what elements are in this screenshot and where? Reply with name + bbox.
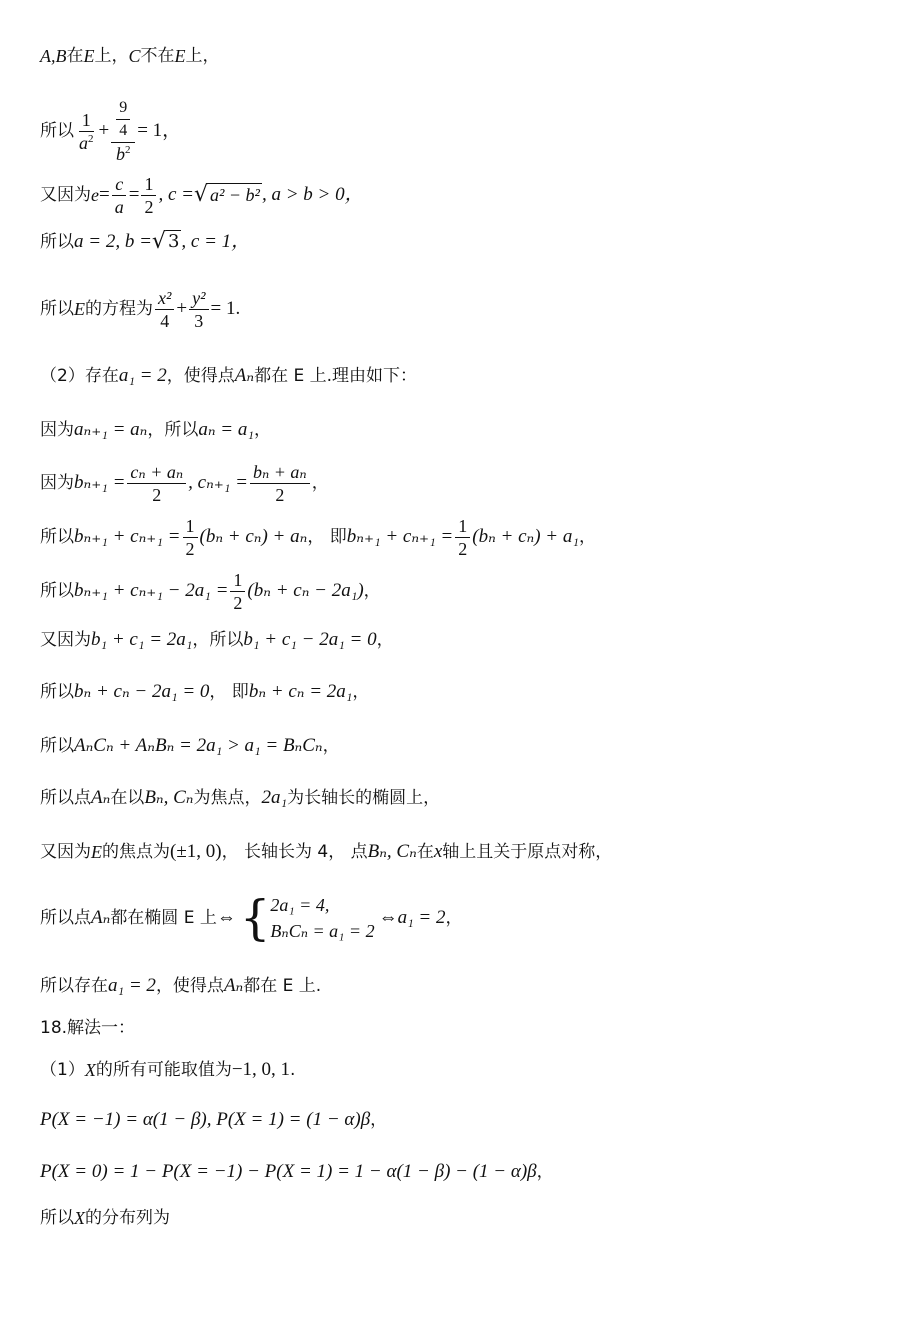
math-E: E (174, 46, 186, 66)
text: ，所以 (192, 630, 244, 650)
text: 的焦点为 (102, 842, 170, 862)
fraction (141, 173, 156, 218)
var: e (91, 185, 99, 205)
text: ，所以 (147, 420, 199, 440)
iff-symbol: ⇔ (216, 907, 236, 928)
text: 因为 (40, 420, 74, 440)
math: aₙ = a₁ (198, 419, 254, 440)
text: ， 即 (209, 682, 249, 702)
text: 所以 (40, 527, 74, 547)
line-6 (40, 364, 860, 388)
math: , c = 1， (181, 231, 251, 252)
var: a (79, 132, 88, 153)
text: 因为 (40, 473, 74, 493)
text: ， (376, 630, 394, 650)
math: b₁ + c₁ = 2a₁ (91, 629, 193, 650)
text: 的分布列为 (85, 1208, 170, 1228)
text: 所以 (40, 682, 74, 702)
text: 为焦点， (193, 788, 262, 808)
text: 又因为 (40, 630, 91, 650)
math: a₁ = 2 (397, 907, 446, 928)
denominator: 2 (458, 538, 468, 559)
line-12 (40, 680, 860, 704)
text: （1） (40, 1060, 85, 1080)
equation-system (240, 892, 375, 944)
numerator: cₙ + aₙ (127, 461, 186, 484)
fraction (112, 173, 127, 218)
text: 上， (94, 46, 129, 66)
math: , cₙ₊₁ = (188, 472, 248, 493)
operator: = (99, 184, 110, 205)
text: 所以存在 (40, 976, 108, 996)
text: 所以 (40, 581, 74, 601)
text: 所以点 (40, 788, 91, 808)
line-20 (40, 1108, 860, 1132)
line-15 (40, 840, 860, 864)
math: (bₙ + cₙ) + aₙ (199, 526, 308, 547)
text: 都在 E 上.理由如下： (254, 366, 418, 386)
line-14 (40, 786, 860, 810)
math: 2a₁ (261, 787, 288, 808)
denominator: 3 (194, 310, 204, 331)
section-heading: 18.解法一： (40, 1018, 136, 1038)
line-8 (40, 458, 860, 508)
math: (±1, 0) (170, 841, 222, 862)
denominator: a (114, 196, 124, 217)
math: bₙ₊₁ = (74, 472, 126, 493)
text: 所以 (40, 121, 74, 141)
text: 所以 (40, 299, 74, 319)
text: 都在 E 上. (243, 976, 322, 996)
math: (bₙ + cₙ − 2a₁) (247, 580, 364, 601)
line-9 (40, 512, 860, 562)
line-19 (40, 1058, 860, 1082)
numerator (111, 97, 135, 143)
denominator: 2 (233, 592, 243, 613)
math: Aₙ (91, 907, 111, 928)
brace-icon: { (239, 890, 271, 946)
math: Bₙ, Cₙ (367, 841, 417, 862)
denominator: 2 (144, 196, 154, 217)
math: x (433, 841, 443, 862)
numerator: 1 (79, 109, 94, 132)
line-17 (40, 974, 860, 998)
fraction (155, 287, 174, 332)
text: ，使得点 (155, 976, 224, 996)
line-3 (40, 170, 860, 220)
math: aₙ₊₁ = aₙ (74, 419, 148, 440)
var: X (84, 1060, 96, 1080)
text: ， (536, 1162, 554, 1182)
denominator: 2 (185, 538, 195, 559)
text: ， (254, 420, 271, 440)
nested-fraction (116, 97, 130, 142)
line-4 (40, 230, 860, 254)
text: ， 即 (307, 527, 347, 547)
math: bₙ + cₙ − 2a₁ = 0 (74, 681, 210, 702)
fraction (189, 287, 208, 332)
math-E: E (83, 46, 95, 66)
line-11 (40, 628, 860, 652)
radicand: 3 (167, 231, 180, 252)
text: ， (322, 736, 340, 756)
line-16 (40, 888, 860, 948)
math: , a > b > 0， (261, 184, 364, 205)
math: bₙ₊₁ + cₙ₊₁ = (74, 526, 181, 547)
math: bₙ₊₁ + cₙ₊₁ = (346, 526, 454, 547)
text: ， (445, 908, 463, 928)
text: ，使得点 (166, 366, 235, 386)
operator: + (176, 298, 188, 319)
numerator: 1 (183, 515, 198, 538)
line-2 (40, 96, 860, 166)
text: 不在 (140, 46, 175, 66)
text: ， (370, 1110, 388, 1130)
math: b₁ + c₁ − 2a₁ = 0 (243, 629, 377, 650)
fraction (76, 109, 97, 154)
text: 所以 (40, 736, 74, 756)
denominator: 2 (152, 484, 162, 505)
fraction (250, 461, 310, 506)
system-row: 2a₁ = 4, (270, 895, 330, 915)
text: ， (363, 581, 381, 601)
text: 所以点 (40, 908, 91, 928)
numerator: bₙ + aₙ (250, 461, 310, 484)
text: ， (579, 527, 596, 547)
text: ， (311, 473, 329, 493)
iff-symbol: ⇔ (378, 907, 398, 928)
text: 在以 (110, 788, 145, 808)
math: bₙ₊₁ + cₙ₊₁ − 2a₁ = (74, 580, 229, 601)
math-AB: A,B (40, 46, 67, 66)
math: = 1. (210, 298, 241, 319)
radicand: a² − b² (209, 185, 260, 205)
sqrt: √ a² − b² (193, 182, 260, 207)
math-C: C (128, 46, 141, 66)
text: 的所有可能取值为 (95, 1060, 232, 1080)
math: (bₙ + cₙ) + a₁ (472, 526, 579, 547)
math: bₙ + cₙ = 2a₁ (248, 681, 353, 702)
text: 上， (185, 46, 220, 66)
equation-tail: = 1， (137, 120, 182, 141)
fraction (183, 515, 198, 560)
text: ， 长轴长为 4， 点 (221, 842, 368, 862)
operator: = (128, 184, 140, 205)
fraction (230, 569, 245, 614)
math: Bₙ, Cₙ (144, 787, 194, 808)
text: 在 (416, 842, 434, 862)
denominator: $a^2$ (79, 132, 94, 153)
numerator: y² (189, 287, 208, 310)
text: 所以 (40, 1208, 74, 1228)
line-7 (40, 418, 860, 442)
line-18 (40, 1016, 860, 1040)
math: a = 2, b = (74, 231, 152, 252)
math: −1, 0, 1 (231, 1059, 291, 1080)
text: 的方程为 (85, 299, 153, 319)
line-5 (40, 284, 860, 334)
math: Aₙ (91, 787, 111, 808)
numerator: c (112, 173, 126, 196)
text: ， (352, 682, 370, 702)
text: 都在椭圆 E 上 (110, 908, 217, 928)
denominator: 4 (119, 122, 128, 139)
text: 又因为 (40, 185, 91, 205)
text: 所以 (40, 232, 74, 252)
var: b (115, 144, 125, 164)
fraction (455, 515, 470, 560)
denominator: 4 (160, 310, 170, 331)
math: AₙCₙ + AₙBₙ = 2a₁ > a₁ = BₙCₙ (74, 735, 323, 756)
text: 为长轴长的椭圆上， (287, 788, 441, 808)
text: 又因为 (40, 842, 91, 862)
text: （2）存在 (40, 366, 119, 386)
denominator: $b^2$ (115, 144, 131, 164)
var: E (74, 299, 85, 319)
var: X (74, 1208, 85, 1228)
fraction (127, 461, 186, 506)
math: P(X = −1) = α(1 − β), P(X = 1) = (1 − α)β (40, 1109, 371, 1130)
text: 轴上且关于原点对称， (442, 842, 613, 862)
numerator: x² (155, 287, 174, 310)
numerator: 9 (116, 97, 130, 120)
line-22 (40, 1206, 860, 1230)
math: , c = (158, 184, 194, 205)
math: P(X = 0) = 1 − P(X = −1) − P(X = 1) = 1 − α(1 − β) − (1 − α)β (40, 1161, 537, 1182)
operator: + (98, 120, 110, 141)
var: E (91, 842, 102, 862)
text: 在 (66, 46, 84, 66)
line-13 (40, 734, 860, 758)
numerator: 1 (230, 569, 245, 592)
line-1 (40, 44, 860, 68)
math: a₁ = 2 (118, 365, 167, 386)
numerator: 1 (455, 515, 470, 538)
text: . (290, 1060, 296, 1080)
math: Aₙ (234, 365, 255, 386)
sqrt: √ 3 (151, 229, 180, 254)
denominator: 2 (275, 484, 285, 505)
math: a₁ = 2 (108, 975, 156, 996)
line-10 (40, 566, 860, 616)
numerator: 1 (141, 173, 156, 196)
math: Aₙ (223, 975, 244, 996)
fraction (111, 97, 135, 165)
system-row: BₙCₙ = a₁ = 2 (270, 921, 375, 941)
line-21 (40, 1160, 860, 1184)
